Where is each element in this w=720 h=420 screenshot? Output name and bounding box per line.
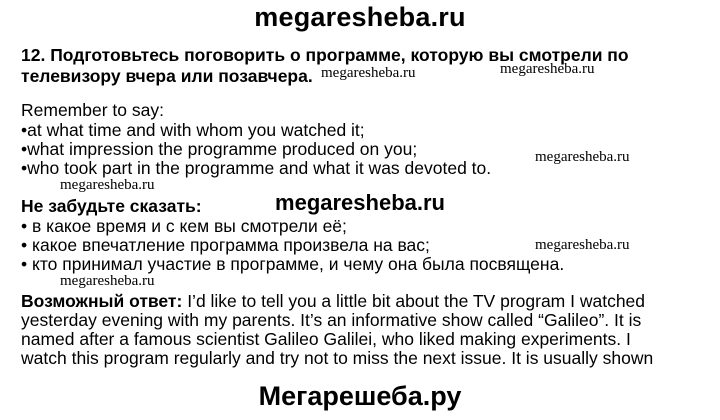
watermark: megaresheba.ru bbox=[500, 61, 595, 77]
site-header: megaresheba.ru bbox=[254, 2, 466, 32]
russian-prompt-item: • какое впечатление программа произвела на вас; bbox=[21, 235, 430, 255]
russian-prompt-heading: Не забудьте сказать: bbox=[21, 196, 202, 216]
answer-label: Возможный ответ: bbox=[21, 291, 183, 311]
remember-item: •who took part in the programme and what it was devoted to. bbox=[21, 158, 492, 178]
remember-item: •what impression the programme produced on you; bbox=[21, 139, 418, 159]
watermark: megaresheba.ru bbox=[535, 149, 630, 165]
answer-line: named after a famous scientist Galileo Galilei, who liked making experiments. I bbox=[21, 329, 631, 349]
watermark-large: megaresheba.ru bbox=[275, 190, 445, 215]
answer-line: watch this program regularly and try not to miss the next issue. It is usually shown bbox=[21, 348, 654, 368]
answer-line: yesterday evening with my parents. It’s an informative show called “Galileo”. It is bbox=[21, 310, 642, 330]
task-title-line-1: 12. Подготовьтесь поговорить о программе, которую вы смотрели по bbox=[21, 45, 629, 65]
watermark: megaresheba.ru bbox=[60, 273, 155, 289]
watermark: megaresheba.ru bbox=[535, 237, 630, 253]
answer-text: I’d like to tell you a little bit about the TV program I watched bbox=[182, 291, 646, 311]
russian-prompt-item: • кто принимал участие в программе, и чему она была посвящена. bbox=[21, 254, 565, 274]
site-footer: Мегарешеба.ру bbox=[258, 381, 462, 411]
watermark: megaresheba.ru bbox=[60, 177, 155, 193]
russian-prompt-item: • в какое время и с кем вы смотрели её; bbox=[21, 216, 347, 236]
remember-item: •at what time and with whom you watched it; bbox=[21, 120, 365, 140]
task-title-line-2: телевизору вчера или позавчера. bbox=[21, 66, 313, 86]
answer-line bbox=[21, 291, 645, 312]
watermark: megaresheba.ru bbox=[321, 65, 416, 81]
remember-heading: Remember to say: bbox=[21, 100, 164, 120]
